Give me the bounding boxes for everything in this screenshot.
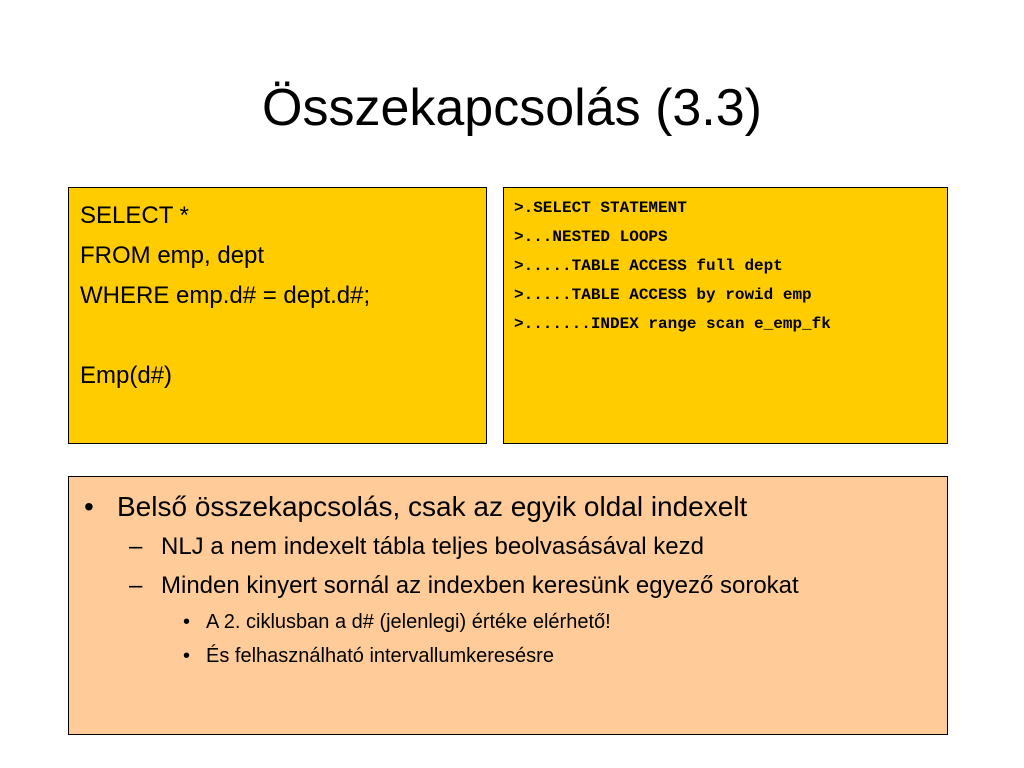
bullet-text: Minden kinyert sornál az indexben keresünk egyező sorokat — [161, 572, 799, 599]
bullet-item-level-2 — [69, 527, 947, 566]
slide-title: Összekapcsolás (3.3) — [262, 79, 762, 137]
bullet-marker: • — [183, 645, 191, 667]
plan-line: >.....TABLE ACCESS by rowid emp — [514, 286, 812, 304]
plan-line: >.....TABLE ACCESS full dept — [514, 257, 783, 275]
dash-marker: – — [129, 572, 143, 599]
execution-plan-box — [503, 187, 948, 444]
bullet-text: Belső összekapcsolás, csak az egyik oldal indexelt — [117, 491, 748, 522]
dash-marker: – — [129, 533, 143, 560]
bullet-text: A 2. ciklusban a d# (jelenlegi) értéke elérhető! — [206, 611, 611, 633]
plan-line: >...NESTED LOOPS — [514, 228, 668, 246]
plan-line: >.SELECT STATEMENT — [514, 199, 687, 217]
bullet-item-level-3 — [69, 605, 947, 639]
bullet-text: NLJ a nem indexelt tábla teljes beolvasásával kezd — [161, 533, 704, 560]
notes-box — [68, 476, 948, 735]
sql-line: WHERE emp.d# = dept.d#; — [80, 282, 371, 309]
bullet-item-level-1 — [69, 487, 947, 527]
bullet-item-level-2 — [69, 566, 947, 605]
bullet-item-level-3 — [69, 639, 947, 673]
plan-line: >.......INDEX range scan e_emp_fk — [514, 315, 831, 333]
sql-blank-line — [80, 316, 486, 356]
bullet-marker: • — [84, 491, 94, 522]
sql-line: FROM emp, dept — [80, 242, 265, 269]
sql-index-note: Emp(d#) — [80, 362, 173, 389]
bullet-marker: • — [183, 611, 191, 633]
sql-query-box — [68, 187, 487, 444]
bullet-text: És felhasználható intervallumkeresésre — [206, 645, 554, 667]
sql-line: SELECT * — [80, 202, 189, 229]
